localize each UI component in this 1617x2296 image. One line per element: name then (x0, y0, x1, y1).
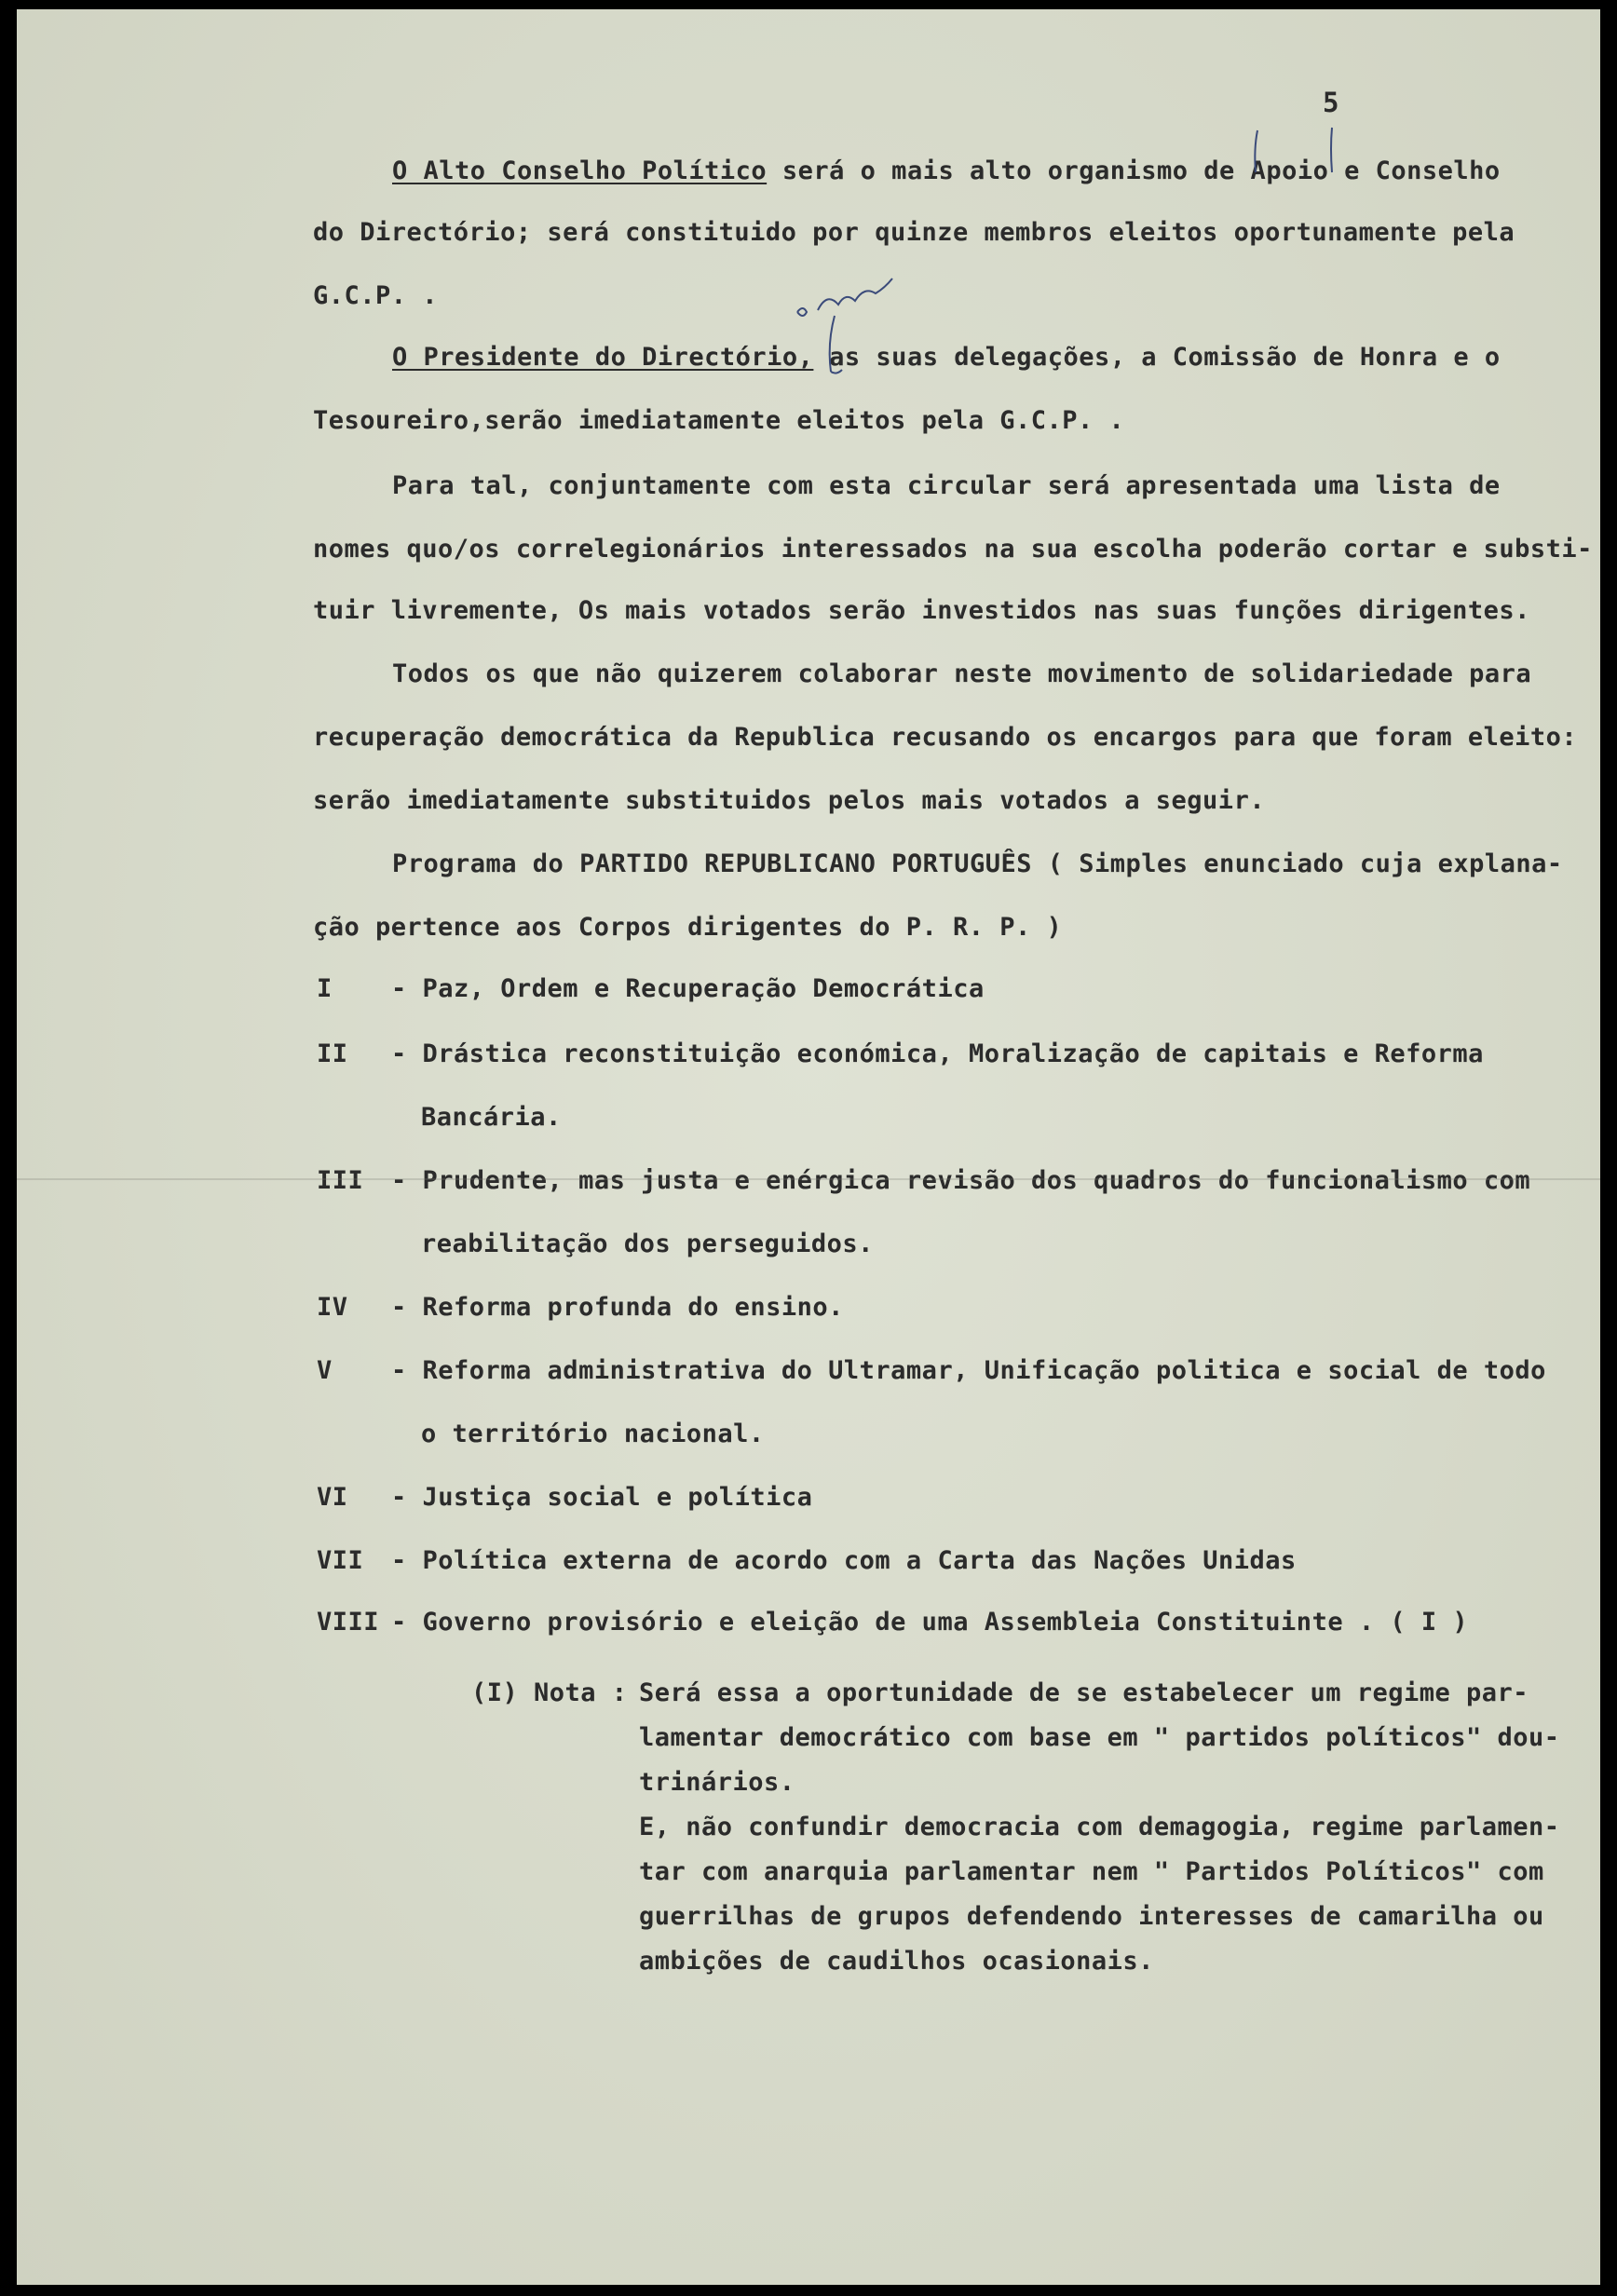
paragraph-1-line-2: do Directório; será constituido por quinze membros eleitos oportunamente pela (313, 218, 1515, 247)
program-item-text: - Reforma profunda do ensino. (391, 1293, 844, 1322)
note-line: lamentar democrático com base em " partidos políticos" dou- (639, 1723, 1560, 1752)
paragraph-1-title: O Alto Conselho Político (392, 156, 768, 185)
program-item-text: - Política externa de acordo com a Carta das Nações Unidas (391, 1546, 1297, 1575)
note-line: tar com anarquia parlamentar nem " Partidos Políticos" com (639, 1857, 1544, 1886)
paragraph-4-line-1: Todos os que não quizerem colaborar neste movimento de solidariedade para (392, 659, 1532, 688)
paragraph-2-line-1-rest: as suas delegações, a Comissão de Honra e o (813, 343, 1501, 372)
program-item-text: - Paz, Ordem e Recuperação Democrática (391, 974, 985, 1003)
program-item-text: - Governo provisório e eleição de uma Assembleia Constituinte . ( I ) (391, 1608, 1469, 1637)
paragraph-3-line-2: nomes quo/os correlegionários interessados na sua escolha poderão cortar e substi- (313, 535, 1593, 564)
paragraph-4-line-2: recuperação democrática da Republica recusando os encargos para que foram eleito: (313, 723, 1578, 752)
program-item-text-cont: reabilitação dos perseguidos. (421, 1230, 874, 1258)
paragraph-3-line-1: Para tal, conjuntamente com esta circular será apresentada uma lista de (392, 471, 1501, 500)
program-item-text-cont: o território nacional. (421, 1420, 765, 1448)
pen-mark (1230, 126, 1360, 191)
program-item-text: - Reforma administrativa do Ultramar, Unificação politica e social de todo (391, 1356, 1546, 1385)
program-item-numeral: VII (317, 1546, 364, 1575)
paragraph-1-line-3: G.C.P. . (313, 281, 439, 310)
program-item-numeral: VI (317, 1483, 348, 1512)
paper-fold-line (17, 1178, 1600, 1180)
handwritten-annotation-mark (781, 275, 948, 377)
paragraph-4-line-3: serão imediatamente substituidos pelos mais votados a seguir. (313, 786, 1266, 815)
paragraph-5-line-1: Programa do PARTIDO REPUBLICANO PORTUGUÊS ( Simples enunciado cuja explana- (392, 849, 1563, 878)
note-line: E, não confundir democracia com demagogia, regime parlamen- (639, 1813, 1560, 1841)
paragraph-3-line-3: tuir livremente, Os mais votados serão investidos nas suas funções dirigentes. (313, 596, 1530, 625)
program-item-text: - Justiça social e política (391, 1483, 813, 1512)
program-item-text: - Prudente, mas justa e enérgica revisão dos quadros do funcionalismo com (391, 1166, 1531, 1195)
note-line: ambições de caudilhos ocasionais. (639, 1947, 1154, 1976)
note-label: (I) Nota : (471, 1678, 628, 1707)
paragraph-5-line-2: ção pertence aos Corpos dirigentes do P. R. P. ) (313, 913, 1063, 942)
paragraph-2-title: O Presidente do Directório, (392, 343, 814, 372)
note-line: trinários. (639, 1768, 795, 1797)
page-number: 5 (1323, 87, 1339, 118)
program-item-numeral: III (317, 1166, 364, 1195)
program-item-text-cont: Bancária. (421, 1103, 562, 1132)
note-line: guerrilhas de grupos defendendo interesses de camarilha ou (639, 1902, 1544, 1931)
program-item-numeral: I (317, 974, 333, 1003)
program-item-text: - Drástica reconstituição económica, Moralização de capitais e Reforma (391, 1039, 1484, 1068)
program-item-numeral: IV (317, 1293, 348, 1322)
program-item-numeral: V (317, 1356, 333, 1385)
program-item-numeral: II (317, 1039, 348, 1068)
document-page (17, 9, 1600, 2285)
note-line: Será essa a oportunidade de se estabelecer um regime par- (639, 1678, 1529, 1707)
paragraph-1-line-1-rest: será o mais alto organismo de Apoio e Conselho (767, 156, 1501, 185)
program-item-numeral: VIII (317, 1608, 380, 1637)
paragraph-2-line-2: Tesoureiro,serão imediatamente eleitos pela G.C.P. . (313, 406, 1125, 435)
